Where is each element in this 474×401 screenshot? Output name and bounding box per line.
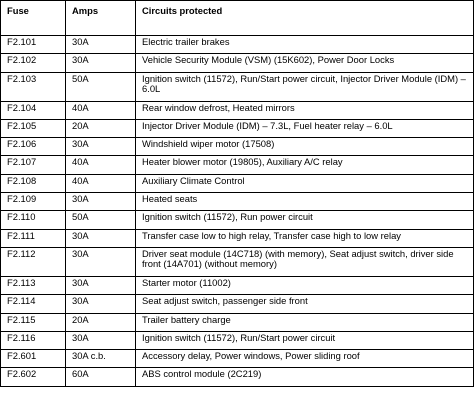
amps-cell: 30A xyxy=(66,295,136,313)
fuse-table-body xyxy=(1,36,474,387)
circuits-cell: Transfer case low to high relay, Transfer case high to low relay xyxy=(136,229,474,247)
table-row xyxy=(1,54,474,72)
fuse-cell: F2.601 xyxy=(1,350,66,368)
amps-cell: 50A xyxy=(66,72,136,101)
circuits-cell: ABS control module (2C219) xyxy=(136,368,474,386)
amps-cell: 30A xyxy=(66,193,136,211)
amps-cell: 30A c.b. xyxy=(66,350,136,368)
amps-cell: 40A xyxy=(66,174,136,192)
fuse-cell: F2.114 xyxy=(1,295,66,313)
table-row xyxy=(1,119,474,137)
table-row xyxy=(1,276,474,294)
table-row xyxy=(1,36,474,54)
table-row xyxy=(1,247,474,276)
table-row xyxy=(1,313,474,331)
circuits-cell: Ignition switch (11572), Run/Start power circuit xyxy=(136,331,474,349)
circuits-cell: Starter motor (11002) xyxy=(136,276,474,294)
header-circuits: Circuits protected xyxy=(136,1,474,36)
fuse-cell: F2.101 xyxy=(1,36,66,54)
fuse-cell: F2.109 xyxy=(1,193,66,211)
amps-cell: 30A xyxy=(66,36,136,54)
fuse-cell: F2.110 xyxy=(1,211,66,229)
circuits-cell: Ignition switch (11572), Run/Start power circuit, Injector Driver Module (IDM) – 6.0L xyxy=(136,72,474,101)
circuits-cell: Injector Driver Module (IDM) – 7.3L, Fuel heater relay – 6.0L xyxy=(136,119,474,137)
fuse-cell: F2.116 xyxy=(1,331,66,349)
circuits-cell: Windshield wiper motor (17508) xyxy=(136,138,474,156)
circuits-cell: Electric trailer brakes xyxy=(136,36,474,54)
amps-cell: 40A xyxy=(66,101,136,119)
fuse-cell: F2.103 xyxy=(1,72,66,101)
amps-cell: 50A xyxy=(66,211,136,229)
circuits-cell: Heater blower motor (19805), Auxiliary A/C relay xyxy=(136,156,474,174)
amps-cell: 30A xyxy=(66,276,136,294)
circuits-cell: Seat adjust switch, passenger side front xyxy=(136,295,474,313)
fuse-cell: F2.112 xyxy=(1,247,66,276)
table-row xyxy=(1,229,474,247)
table-row xyxy=(1,368,474,386)
amps-cell: 30A xyxy=(66,247,136,276)
table-row xyxy=(1,174,474,192)
table-row xyxy=(1,156,474,174)
fuse-cell: F2.113 xyxy=(1,276,66,294)
circuits-cell: Auxiliary Climate Control xyxy=(136,174,474,192)
fuse-cell: F2.102 xyxy=(1,54,66,72)
fuse-cell: F2.104 xyxy=(1,101,66,119)
circuits-cell: Driver seat module (14C718) (with memory), Seat adjust switch, driver side front (14A701) (without memory) xyxy=(136,247,474,276)
table-row xyxy=(1,295,474,313)
amps-cell: 30A xyxy=(66,331,136,349)
table-row xyxy=(1,193,474,211)
circuits-cell: Accessory delay, Power windows, Power sliding roof xyxy=(136,350,474,368)
circuits-cell: Vehicle Security Module (VSM) (15K602), Power Door Locks xyxy=(136,54,474,72)
table-row xyxy=(1,138,474,156)
amps-cell: 30A xyxy=(66,229,136,247)
fuse-cell: F2.106 xyxy=(1,138,66,156)
amps-cell: 30A xyxy=(66,54,136,72)
amps-cell: 20A xyxy=(66,119,136,137)
circuits-cell: Heated seats xyxy=(136,193,474,211)
table-row xyxy=(1,331,474,349)
table-row xyxy=(1,101,474,119)
circuits-cell: Rear window defrost, Heated mirrors xyxy=(136,101,474,119)
table-row xyxy=(1,72,474,101)
fuse-cell: F2.115 xyxy=(1,313,66,331)
header-row xyxy=(1,1,474,36)
circuits-cell: Ignition switch (11572), Run power circuit xyxy=(136,211,474,229)
fuse-cell: F2.602 xyxy=(1,368,66,386)
header-fuse: Fuse xyxy=(1,1,66,36)
table-row xyxy=(1,211,474,229)
table-row xyxy=(1,350,474,368)
fuse-cell: F2.107 xyxy=(1,156,66,174)
amps-cell: 20A xyxy=(66,313,136,331)
fuse-cell: F2.105 xyxy=(1,119,66,137)
fuse-cell: F2.108 xyxy=(1,174,66,192)
amps-cell: 60A xyxy=(66,368,136,386)
header-amps: Amps xyxy=(66,1,136,36)
amps-cell: 40A xyxy=(66,156,136,174)
circuits-cell: Trailer battery charge xyxy=(136,313,474,331)
amps-cell: 30A xyxy=(66,138,136,156)
fuse-cell: F2.111 xyxy=(1,229,66,247)
